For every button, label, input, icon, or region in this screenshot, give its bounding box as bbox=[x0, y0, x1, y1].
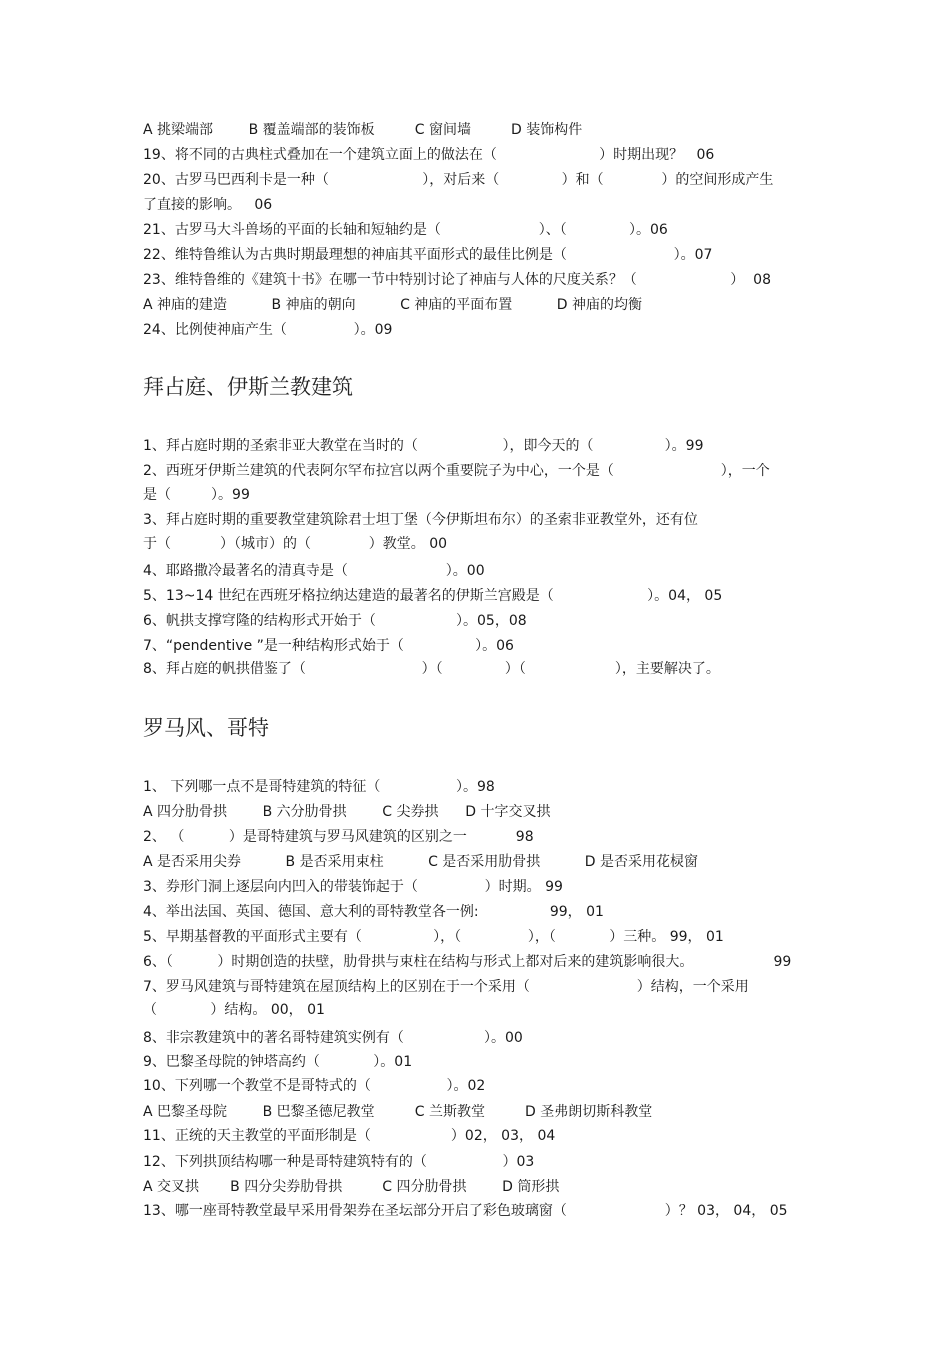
question-line: 10、下列哪一个教堂不是哥特式的（ ）。02 bbox=[143, 1078, 486, 1094]
question-line: 23、维特鲁维的《建筑十书》在哪一节中特别讨论了神庙与人体的尺度关系？（ ） 08 bbox=[143, 272, 771, 288]
question-line: 9、巴黎圣母院的钟塔高约（ ）。01 bbox=[143, 1054, 413, 1070]
question-line: 5、13~14 世纪在西班牙格拉纳达建造的最著名的伊斯兰宫殿是（ ）。04， 05 bbox=[143, 588, 723, 604]
question-line: 1、拜占庭时期的圣索非亚大教堂在当时的（ ），即今天的（ ）。99 bbox=[143, 438, 704, 454]
question-line: 13、哪一座哥特教堂最早采用骨架券在圣坛部分开启了彩色玻璃窗（ ）？ 03， 04， 05 bbox=[143, 1203, 788, 1219]
question-line: 了直接的影响。 06 bbox=[143, 197, 273, 213]
question-line: 22、维特鲁维认为古典时期最理想的神庙其平面形式的最佳比例是（ ）。07 bbox=[143, 247, 713, 263]
question-line: 6、（ ）时期创造的扶壁，肋骨拱与束柱在结构与形式上都对后来的建筑影响很大。 99 bbox=[143, 954, 792, 970]
question-line: 4、耶路撒冷最著名的清真寺是（ ）。00 bbox=[143, 563, 485, 579]
question-line: A 是否采用尖券 B 是否采用束柱 C 是否采用肋骨拱 D 是否采用花棂窗 bbox=[143, 854, 699, 870]
question-line: A 四分肋骨拱 B 六分肋骨拱 C 尖券拱 D 十字交叉拱 bbox=[143, 804, 551, 820]
question-line: （ ）结构。 00， 01 bbox=[143, 1002, 325, 1018]
question-line: 3、拜占庭时期的重要教堂建筑除君士坦丁堡（今伊斯坦布尔）的圣索非亚教堂外，还有位 bbox=[143, 512, 698, 528]
question-line: A 神庙的建造 B 神庙的朝向 C 神庙的平面布置 D 神庙的均衡 bbox=[143, 297, 643, 313]
question-line: 3、券形门洞上逐层向内凹入的带装饰起于（ ）时期。 99 bbox=[143, 879, 563, 895]
question-line: 24、比例使神庙产生（ ）。09 bbox=[143, 322, 393, 338]
question-line: 6、帆拱支撑穹隆的结构形式开始于（ ）。05，08 bbox=[143, 613, 527, 629]
question-line: 2、 （ ）是哥特建筑与罗马风建筑的区别之一 98 bbox=[143, 829, 534, 845]
question-line: A 交叉拱 B 四分尖券肋骨拱 C 四分肋骨拱 D 筒形拱 bbox=[143, 1179, 560, 1195]
question-line: 20、古罗马巴西利卡是一种（ ），对后来（ ）和（ ）的空间形成产生 bbox=[143, 172, 774, 188]
question-line: 7、罗马风建筑与哥特建筑在屋顶结构上的区别在于一个采用（ ）结构，一个采用 bbox=[143, 979, 749, 995]
question-line: 8、拜占庭的帆拱借鉴了（ ）（ ）（ ），主要解决了。 bbox=[143, 661, 720, 677]
question-line: 5、早期基督教的平面形式主要有（ ），（ ），（ ）三种。 99， 01 bbox=[143, 929, 724, 945]
question-line: 4、举出法国、英国、德国、意大利的哥特教堂各一例: 99， 01 bbox=[143, 904, 604, 920]
question-line: A 巴黎圣母院 B 巴黎圣德尼教堂 C 兰斯教堂 D 圣弗朗切斯科教堂 bbox=[143, 1104, 653, 1120]
question-line: 11、正统的天主教堂的平面形制是（ ）02， 03， 04 bbox=[143, 1128, 556, 1144]
question-line: 21、古罗马大斗兽场的平面的长轴和短轴约是（ ）、（ ）。06 bbox=[143, 222, 668, 238]
question-line: 12、下列拱顶结构哪一种是哥特建筑特有的（ ）03 bbox=[143, 1154, 535, 1170]
question-line: A 挑梁端部 B 覆盖端部的装饰板 C 窗间墙 D 装饰构件 bbox=[143, 122, 583, 138]
question-line: 7、“pendentive ”是一种结构形式始于（ ）。06 bbox=[143, 638, 514, 654]
section-heading: 罗马风、哥特 bbox=[143, 716, 269, 740]
question-line: 1、 下列哪一点不是哥特建筑的特征（ ）。98 bbox=[143, 779, 495, 795]
question-line: 19、将不同的古典柱式叠加在一个建筑立面上的做法在（ ）时期出现？ 06 bbox=[143, 147, 715, 163]
question-line: 于（ ）（城市）的（ ）教堂。 00 bbox=[143, 536, 448, 552]
section-heading: 拜占庭、伊斯兰教建筑 bbox=[143, 375, 353, 399]
question-line: 是（ ）。99 bbox=[143, 487, 250, 503]
question-line: 2、西班牙伊斯兰建筑的代表阿尔罕布拉宫以两个重要院子为中心，一个是（ ），一个 bbox=[143, 463, 770, 479]
question-line: 8、非宗教建筑中的著名哥特建筑实例有（ ）。00 bbox=[143, 1030, 523, 1046]
